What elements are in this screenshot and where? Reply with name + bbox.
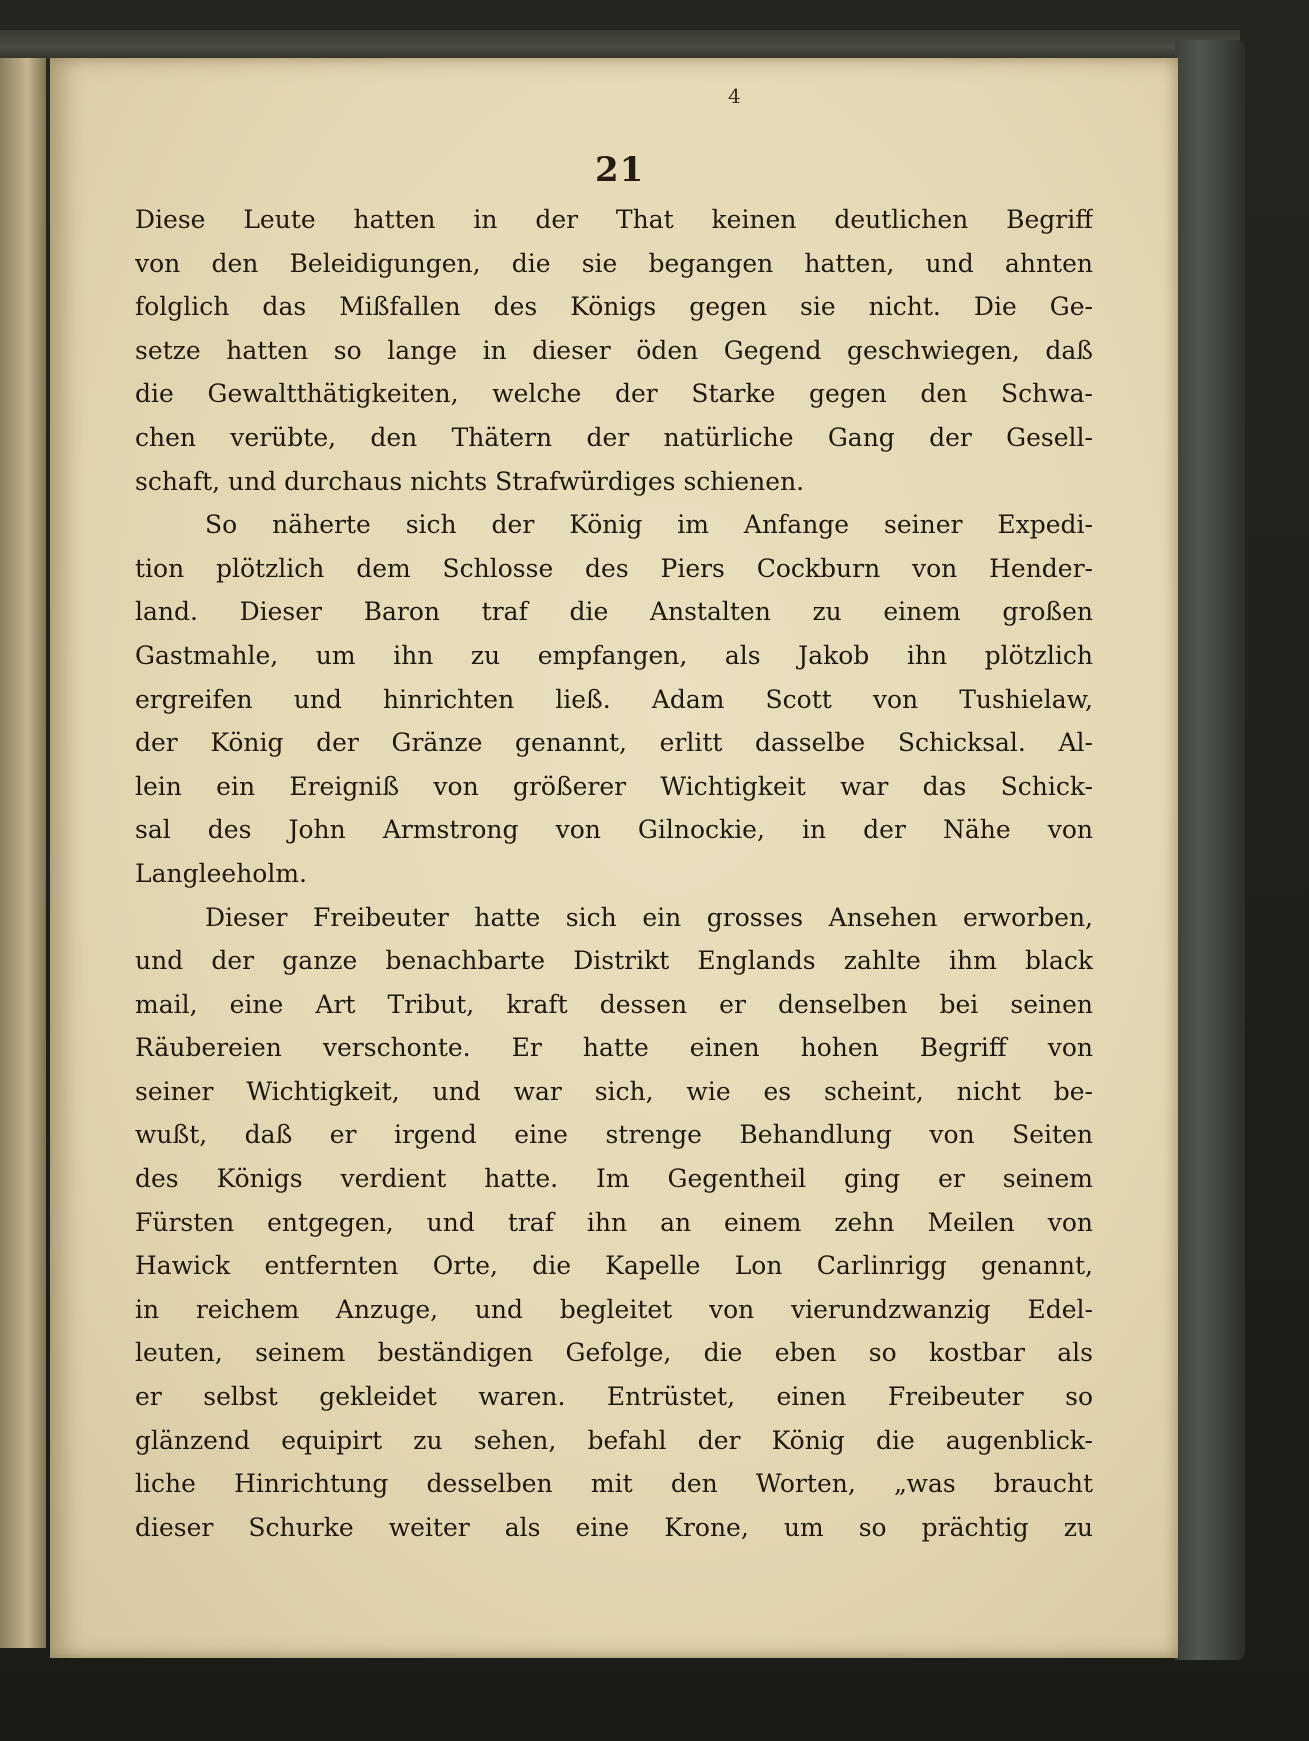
text-line: wußt, daß er irgend eine strenge Behandlung von Seiten <box>135 1120 1093 1150</box>
text-line: Hawick entfernten Orte, die Kapelle Lon Carlinrigg genannt, <box>135 1251 1093 1281</box>
text-line: Diese Leute hatten in der That keinen deutlichen Begriff <box>135 205 1093 234</box>
left-page-edge <box>0 58 46 1648</box>
text-line: dieser Schurke weiter als eine Krone, um so prächtig zu <box>135 1512 1093 1542</box>
text-line: in reichem Anzuge, und begleitet von vierundzwanzig Edel- <box>135 1294 1093 1324</box>
text-line: die Gewaltthätigkeiten, welche der Starke gegen den Schwa- <box>135 379 1093 409</box>
text-line: des Königs verdient hatte. Im Gegentheil ging er seinem <box>135 1164 1093 1194</box>
text-line: von den Beleidigungen, die sie begangen hatten, und ahnten <box>135 248 1093 278</box>
text-line: Fürsten entgegen, und traf ihn an einem zehn Meilen von <box>135 1207 1093 1237</box>
text-line: glänzend equipirt zu sehen, befahl der König die augenblick- <box>135 1425 1093 1455</box>
text-line: tion plötzlich dem Schlosse des Piers Cockburn von Hender- <box>135 553 1093 583</box>
pencil-mark: 4 <box>728 84 741 108</box>
text-line: land. Dieser Baron traf die Anstalten zu einem großen <box>135 597 1093 627</box>
text-line: lein ein Ereigniß von größerer Wichtigkeit war das Schick- <box>135 771 1093 801</box>
text-line: und der ganze benachbarte Distrikt Englands zahlte ihm black <box>135 946 1093 976</box>
text-line: setze hatten so lange in dieser öden Gegend geschwiegen, daß <box>135 335 1093 365</box>
text-line: Langleeholm. <box>135 858 307 888</box>
page-text <box>135 198 1093 1549</box>
text-line: Dieser Freibeuter hatte sich ein grosses Ansehen erworben, <box>205 902 1093 932</box>
text-line: mail, eine Art Tribut, kraft dessen er denselben bei seinen <box>135 989 1093 1019</box>
text-line: schaft, und durchaus nichts Strafwürdiges schienen. <box>135 466 805 496</box>
page-number: 21 <box>595 150 645 190</box>
text-line: leuten, seinem beständigen Gefolge, die eben so kostbar als <box>135 1338 1093 1368</box>
text-line: ergreifen und hinrichten ließ. Adam Scott von Tushielaw, <box>135 684 1093 714</box>
book-cover-top-edge <box>0 30 1240 60</box>
text-line: sal des John Armstrong von Gilnockie, in der Nähe von <box>135 815 1093 845</box>
text-line: seiner Wichtigkeit, und war sich, wie es scheint, nicht be- <box>135 1076 1093 1106</box>
text-line: folglich das Mißfallen des Königs gegen sie nicht. Die Ge- <box>135 292 1093 322</box>
book-cover-right-edge <box>1175 40 1245 1660</box>
text-line: So näherte sich der König im Anfange seiner Expedi- <box>205 510 1093 540</box>
text-line: Räubereien verschonte. Er hatte einen hohen Begriff von <box>135 1033 1093 1063</box>
text-line: er selbst gekleidet waren. Entrüstet, einen Freibeuter so <box>135 1382 1093 1412</box>
text-line: chen verübte, den Thätern der natürliche Gang der Gesell- <box>135 422 1093 452</box>
text-line: Gastmahle, um ihn zu empfangen, als Jakob ihn plötzlich <box>135 640 1093 670</box>
text-line: liche Hinrichtung desselben mit den Worten, „was braucht <box>135 1469 1093 1499</box>
text-line: der König der Gränze genannt, erlitt dasselbe Schicksal. Al- <box>135 728 1093 758</box>
